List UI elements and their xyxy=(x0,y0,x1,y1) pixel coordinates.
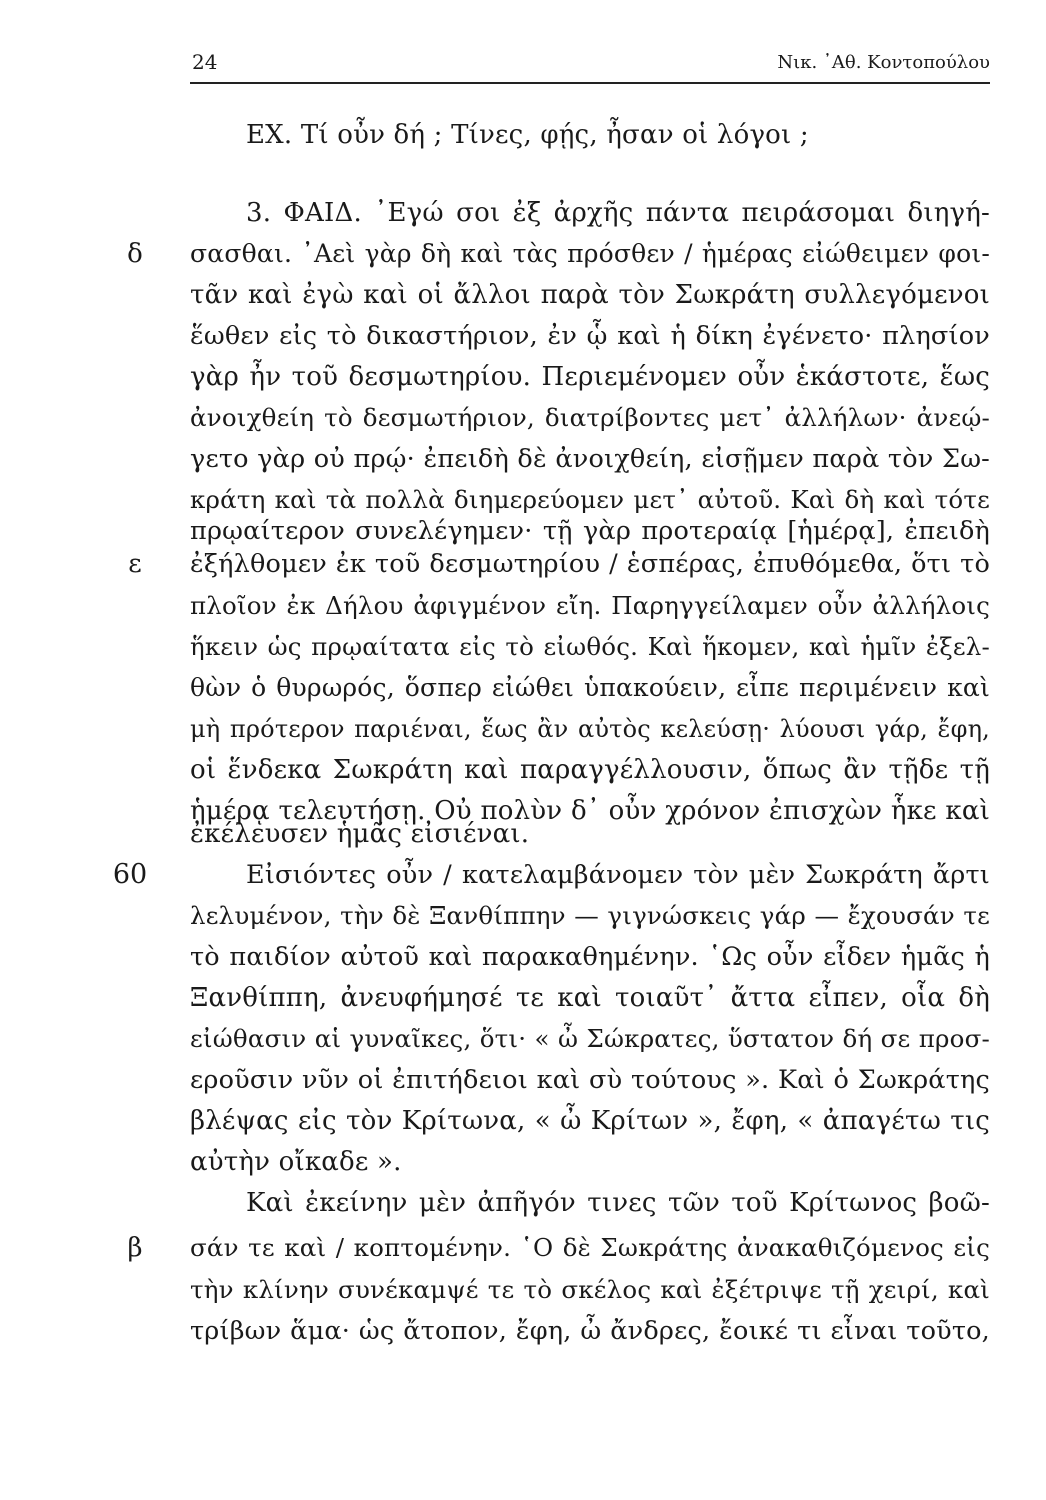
text-line: ἐκέλευσεν ἡμᾶς εἰσιέναι. xyxy=(190,819,530,849)
text-line: μὴ πρότερον παριέναι, ἕως ἂν αὐτὸς κελεύσῃ· λύουσι γάρ, ἔφη, xyxy=(190,715,990,743)
running-header xyxy=(190,46,990,84)
text-line: τὴν κλίνην συνέκαμψέ τε τὸ σκέλος καὶ ἐξέτριψε τῇ χειρί, καὶ xyxy=(190,1275,990,1304)
text-line: σάν τε καὶ / κοπτομένην. ῾Ο δὲ Σωκράτης ἀνακαθιζόμενος εἰς xyxy=(190,1233,990,1262)
text-line: ἀνοιχθείη τὸ δεσμωτήριον, διατρίβοντες μετ᾽ ἀλλήλων· ἀνεῴ- xyxy=(190,403,990,432)
text-line: ἡμέρᾳ τελευτήσῃ. Οὐ πολὺν δ᾽ οὖν χρόνον ἐπισχὼν ἧκε καὶ xyxy=(190,796,990,826)
text-line: εροῦσιν νῦν οἱ ἐπιτήδειοι καὶ σὺ τούτους ». Καὶ ὁ Σωκράτης xyxy=(190,1065,990,1095)
margin-line-number-60: 60 xyxy=(112,859,148,890)
text-line: 3. ΦΑΙΔ. ᾿Εγώ σοι ἐξ ἀρχῆς πάντα πειράσομαι διηγή- xyxy=(246,198,990,228)
text-line: πλοῖον ἐκ Δήλου ἀφιγμένον εἴη. Παρηγγείλαμεν οὖν ἀλλήλοις xyxy=(190,591,990,620)
text-line: σασθαι. ᾿Αεὶ γὰρ δὴ καὶ τὰς πρόσθεν / ἡμέρας εἰώθειμεν φοι- xyxy=(190,239,990,268)
margin-marker-epsilon: ε xyxy=(128,549,142,579)
text-line: λελυμένον, τὴν δὲ Ξανθίππην — γιγνώσκεις γάρ — ἔχουσάν τε xyxy=(190,901,990,930)
margin-marker-delta: δ xyxy=(127,239,143,269)
text-line: Ξανθίππη, ἀνευφήμησέ τε καὶ τοιαῦτ᾽ ἄττα εἶπεν, οἷα δὴ xyxy=(190,983,990,1013)
text-line: ΕΧ. Τί οὖν δή ; Τίνες, φῄς, ἦσαν οἱ λόγοι ; xyxy=(246,120,809,150)
text-line: γὰρ ἦν τοῦ δεσμωτηρίου. Περιεμένομεν οὖν ἑκάστοτε, ἕως xyxy=(190,362,990,392)
page-number: 24 xyxy=(192,50,218,74)
text-line: ἕωθεν εἰς τὸ δικαστήριον, ἐν ᾧ καὶ ἡ δίκη ἐγένετο· πλησίον xyxy=(190,321,990,351)
text-line: πρῳαίτερον συνελέγημεν· τῇ γὰρ προτεραίᾳ [ἡμέρᾳ], ἐπειδὴ xyxy=(190,516,990,546)
text-line: κράτη καὶ τὰ πολλὰ διημερεύομεν μετ᾽ αὐτοῦ. Καὶ δὴ καὶ τότε xyxy=(190,485,990,514)
text-line: τρίβων ἅμα· ὡς ἄτοπον, ἔφη, ὦ ἄνδρες, ἔοικέ τι εἶναι τοῦτο, xyxy=(190,1316,990,1346)
text-line: ἥκειν ὡς πρῳαίτατα εἰς τὸ εἰωθός. Καὶ ἥκομεν, καὶ ἡμῖν ἐξελ- xyxy=(190,632,990,661)
text-line: θὼν ὁ θυρωρός, ὅσπερ εἰώθει ὑπακούειν, εἶπε περιμένειν καὶ xyxy=(190,673,990,702)
text-line: γετο γὰρ οὐ πρῴ· ἐπειδὴ δὲ ἀνοιχθείη, εἰσῇμεν παρὰ τὸν Σω- xyxy=(190,444,990,474)
text-line: βλέψας εἰς τὸν Κρίτωνα, « ὦ Κρίτων », ἔφη, « ἀπαγέτω τις xyxy=(190,1106,990,1136)
text-line: οἱ ἕνδεκα Σωκράτη καὶ παραγγέλλουσιν, ὅπως ἂν τῇδε τῇ xyxy=(190,755,990,785)
text-line: Εἰσιόντες οὖν / κατελαμβάνομεν τὸν μὲν Σωκράτη ἄρτι xyxy=(246,860,990,890)
text-line: Καὶ ἐκείνην μὲν ἀπῆγόν τινες τῶν τοῦ Κρίτωνος βοῶ- xyxy=(246,1188,990,1218)
text-line: εἰώθασιν αἱ γυναῖκες, ὅτι· « ὦ Σώκρατες, ὕστατον δή σε προσ- xyxy=(190,1024,990,1053)
margin-marker-beta: β xyxy=(127,1233,143,1263)
running-head-author: Νικ. ᾿Αθ. Κοντοπούλου xyxy=(777,52,990,73)
text-line: τὸ παιδίον αὐτοῦ καὶ παρακαθημένην. ῾Ως οὖν εἶδεν ἡμᾶς ἡ xyxy=(190,942,990,972)
text-line: τᾶν καὶ ἐγὼ καὶ οἱ ἄλλοι παρὰ τὸν Σωκράτη συλλεγόμενοι xyxy=(190,280,990,310)
text-line: αὐτὴν οἴκαδε ». xyxy=(190,1147,402,1177)
text-line: ἐξήλθομεν ἐκ τοῦ δεσμωτηρίου / ἑσπέρας, ἐπυθόμεθα, ὅτι τὸ xyxy=(190,549,990,579)
